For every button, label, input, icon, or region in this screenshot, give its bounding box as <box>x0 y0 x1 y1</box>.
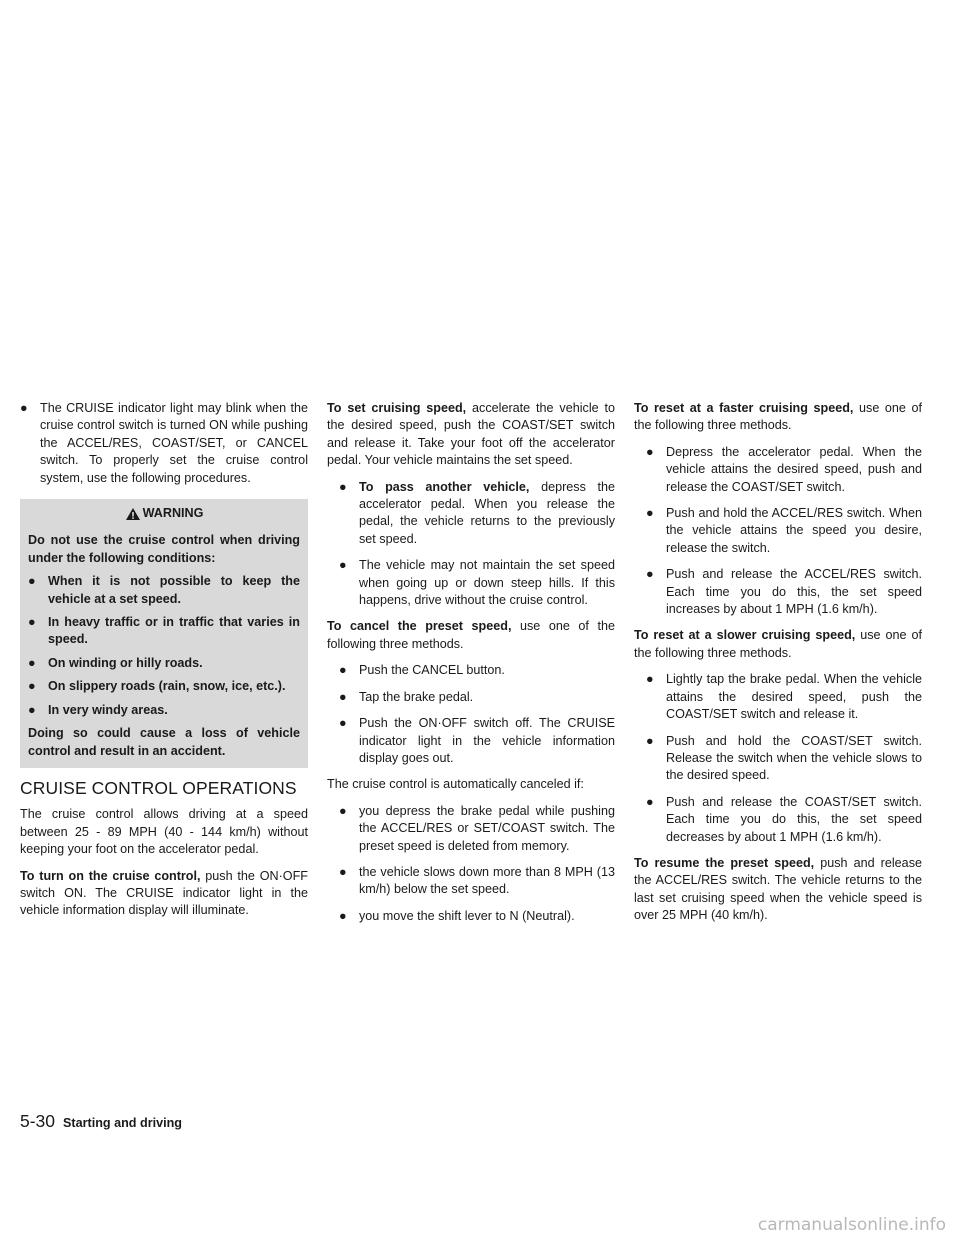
bullet: ● <box>646 794 654 809</box>
bullet: ● <box>20 401 28 415</box>
bullet: ● <box>339 663 347 678</box>
warning-item-text: On slippery roads (rain, snow, ice, etc.). <box>48 679 286 694</box>
lead-in: To cancel the preset speed, <box>327 619 512 634</box>
warning-item <box>28 678 300 695</box>
bullet: ● <box>339 716 347 731</box>
list-item <box>646 671 922 723</box>
column-1 <box>20 400 308 929</box>
paragraph <box>634 627 922 662</box>
list-item <box>339 479 615 549</box>
section-title: Starting and driving <box>63 1116 182 1130</box>
list-item <box>646 566 922 618</box>
warning-header <box>28 505 300 522</box>
bullet: ● <box>28 702 36 717</box>
bullet: ● <box>28 574 36 589</box>
list-item-text: Push and hold the ACCEL/RES switch. When the vehicle attains the speed you desire, release the switch. <box>666 506 922 555</box>
bullet: ● <box>646 672 654 687</box>
list-item-text: you move the shift lever to N (Neutral). <box>359 908 575 923</box>
paragraph-text: use one of the following three methods. <box>327 619 615 651</box>
paragraph <box>20 868 308 920</box>
paragraph <box>634 855 922 925</box>
lead-in: To pass another vehicle, <box>359 479 530 494</box>
warning-triangle-icon <box>125 507 141 521</box>
section-heading: CRUISE CONTROL OPERATIONS <box>20 777 297 798</box>
paragraph <box>327 618 615 653</box>
warning-title: WARNING <box>142 506 204 521</box>
list-item-text: Push the ON·OFF switch off. The CRUISE indicator light in the vehicle information display goes out. <box>359 716 615 765</box>
bullet: ● <box>339 908 347 923</box>
warning-item <box>28 573 300 608</box>
bullet: ● <box>28 679 36 694</box>
column-2 <box>327 400 615 934</box>
list-item-text: Push the CANCEL button. <box>359 663 505 678</box>
bullet: ● <box>339 689 347 704</box>
list-item <box>339 803 615 855</box>
warning-item-text: In very windy areas. <box>48 702 168 717</box>
list-item <box>339 715 615 767</box>
list-item-text: depress the accelerator pedal. When you release the pedal, the vehicle returns to the previously set speed. <box>359 479 616 546</box>
list-item-text: Push and release the COAST/SET switch. Each time you do this, the set speed decreases by about 1 MPH (1.6 km/h). <box>666 794 922 844</box>
bullet: ● <box>28 615 36 630</box>
paragraph <box>634 400 922 435</box>
bullet: ● <box>646 506 654 521</box>
warning-item <box>28 655 300 672</box>
warning-item-text: In heavy traffic or in traffic that varies in speed. <box>48 615 300 647</box>
list-item-text: Tap the brake pedal. <box>359 689 474 704</box>
list-item <box>646 505 922 557</box>
bullet: ● <box>339 558 347 573</box>
page-footer <box>20 1113 182 1132</box>
lead-in: To set cruising speed, <box>327 401 467 415</box>
intro-bullet-text: The CRUISE indicator light may blink when the cruise control switch is turned ON while pushing the ACCEL/RES, COAST/SET, or CANCEL switch. To properly set the cruise control system, use the following procedures. <box>40 401 308 485</box>
paragraph-text: accelerate the vehicle to the desired speed, push the COAST/SET switch and release it. Take your foot off the accelerator pedal. Your vehicle maintains the set speed. <box>327 401 616 468</box>
list-item <box>339 864 615 899</box>
lead-in: To reset at a faster cruising speed, <box>634 401 854 415</box>
warning-box <box>20 499 308 768</box>
warning-item <box>28 702 300 719</box>
list-item <box>646 794 922 846</box>
bullet: ● <box>28 655 36 670</box>
list-item-text: the vehicle slows down more than 8 MPH (13 km/h) below the set speed. <box>359 864 615 897</box>
paragraph-text: push and release the ACCEL/RES switch. The vehicle returns to the last set cruising speed when the vehicle speed is over 25 MPH (40 km/h). <box>634 855 922 923</box>
bullet: ● <box>646 567 654 582</box>
bullet: ● <box>339 864 347 879</box>
warning-item <box>28 614 300 649</box>
warning-item-text: On winding or hilly roads. <box>48 655 203 670</box>
list-item-text: Depress the accelerator pedal. When the vehicle attains the desired speed, push and release the COAST/SET switch. <box>666 444 922 494</box>
list-item <box>339 557 615 609</box>
list-item <box>339 662 615 679</box>
bullet: ● <box>339 803 347 818</box>
paragraph: The cruise control is automatically canceled if: <box>327 777 584 792</box>
list-item <box>646 733 922 785</box>
paragraph-text: push the ON·OFF switch ON. The CRUISE indicator light in the vehicle information display will illuminate. <box>20 868 308 918</box>
bullet: ● <box>646 733 654 748</box>
list-item-text: Push and release the ACCEL/RES switch. Each time you do this, the set speed increases by about 1 MPH (1.6 km/h). <box>666 567 922 617</box>
list-item <box>339 908 615 925</box>
lead-in: To reset at a slower cruising speed, <box>634 628 856 643</box>
warning-lead: Do not use the cruise control when driving under the following conditions: <box>28 533 300 565</box>
bullet: ● <box>339 479 347 494</box>
list-item-text: The vehicle may not maintain the set speed when going up or down steep hills. If this happens, drive without the cruise control. <box>359 558 615 608</box>
watermark: carmanualsonline.info <box>757 1214 946 1235</box>
page-number: 5-30 <box>20 1111 56 1131</box>
warning-closing: Doing so could cause a loss of vehicle control and result in an accident. <box>28 726 300 758</box>
column-3 <box>634 400 922 934</box>
paragraph-text: use one of the following three methods. <box>634 401 922 433</box>
warning-item-text: When it is not possible to keep the vehicle at a set speed. <box>48 574 300 606</box>
lead-in: To turn on the cruise control, <box>20 868 201 883</box>
lead-in: To resume the preset speed, <box>634 855 815 870</box>
list-item-text: Push and hold the COAST/SET switch. Release the switch when the vehicle slows to the desired speed. <box>666 733 922 783</box>
list-item-text: Lightly tap the brake pedal. When the vehicle attains the desired speed, push the COAST/SET switch and release it. <box>666 672 922 722</box>
list-item <box>646 444 922 496</box>
bullet: ● <box>646 444 654 459</box>
list-item-text: you depress the brake pedal while pushing the ACCEL/RES or SET/COAST switch. The preset speed is deleted from memory. <box>359 803 615 853</box>
list-item <box>20 400 308 487</box>
paragraph <box>327 400 615 470</box>
paragraph: The cruise control allows driving at a speed between 25 - 89 MPH (40 - 144 km/h) without keeping your foot on the accelerator pedal. <box>20 807 308 857</box>
paragraph-text: use one of the following three methods. <box>634 628 922 660</box>
list-item <box>339 689 615 706</box>
